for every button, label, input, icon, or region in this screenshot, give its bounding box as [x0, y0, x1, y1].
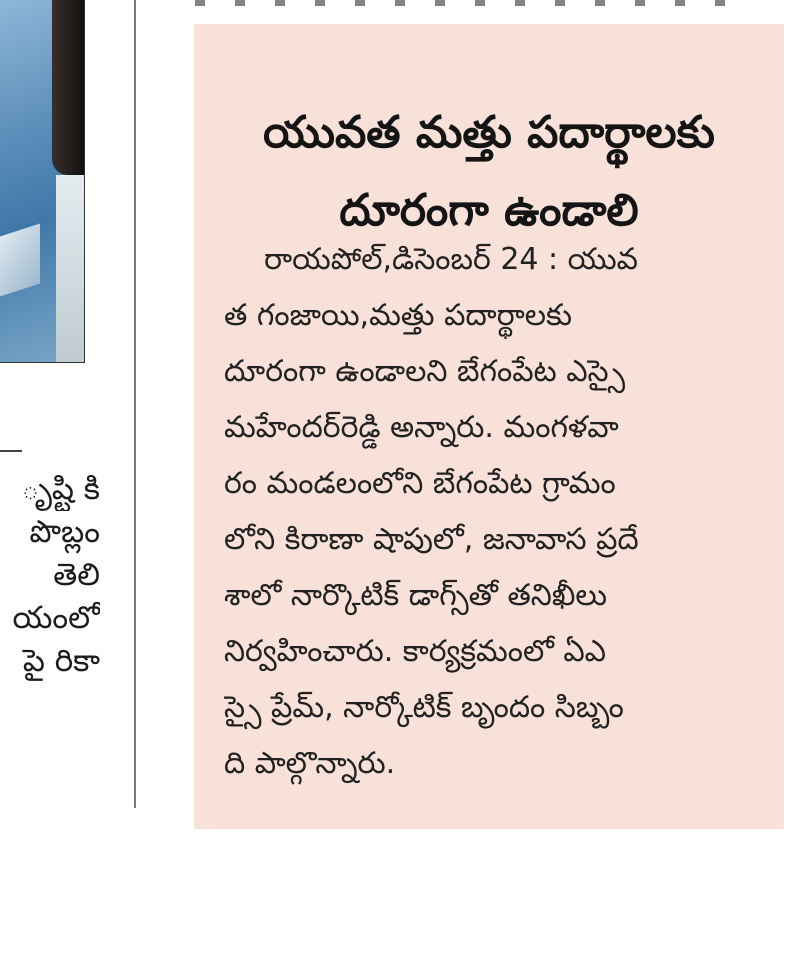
left-column-line: యంలో — [12, 600, 100, 636]
body-line: దూరంగా ఉండాలని బేగంపేట ఎస్సై — [224, 354, 626, 389]
body-line: రం మండలంలోని బేగంపేట గ్రామం — [224, 466, 616, 501]
cropped-top-text-fragment — [195, 0, 755, 6]
left-column-rule — [0, 450, 22, 452]
body-line: మహేందర్‌రెడ్డి అన్నారు. మంగళవా — [224, 410, 619, 445]
photo-fabric-fold — [0, 224, 40, 297]
body-line: రాయపోల్,డిసెంబర్ 24 : యువ — [264, 242, 638, 277]
article-body — [224, 232, 754, 792]
column-divider — [134, 0, 136, 808]
left-column-line: పై రికా — [22, 643, 100, 679]
article-box — [194, 24, 784, 829]
body-line: లోని కిరాణా షాపులో, జనావాస ప్రదే — [224, 522, 639, 557]
body-line: స్సై ప్రేమ్, నార్కోటిక్ బృందం సిబ్బం — [224, 690, 624, 725]
photo-hair-region — [52, 0, 84, 175]
headline-line: దూరంగా ఉండాలి — [339, 185, 639, 236]
body-line: త గంజాయి,మత్తు పదార్థాలకు — [224, 298, 573, 333]
news-photo — [0, 0, 85, 363]
article-headline — [194, 94, 784, 250]
left-column-text — [0, 468, 100, 683]
left-column-line: ృష్టి కి — [21, 471, 100, 507]
photo-wall-region — [56, 175, 84, 362]
left-column-line: తెలి — [53, 557, 100, 593]
headline-line: యువత మత్తు పదార్థాలకు — [263, 107, 715, 158]
left-column-line: పొబ్లం — [29, 514, 100, 550]
body-line: ది పాల్గొన్నారు. — [224, 746, 396, 781]
body-line: శాలో నార్కొటిక్ డాగ్స్‌తో తనిఖీలు — [224, 578, 608, 613]
body-line: నిర్వహించారు. కార్యక్రమంలో ఏఎ — [224, 634, 607, 669]
